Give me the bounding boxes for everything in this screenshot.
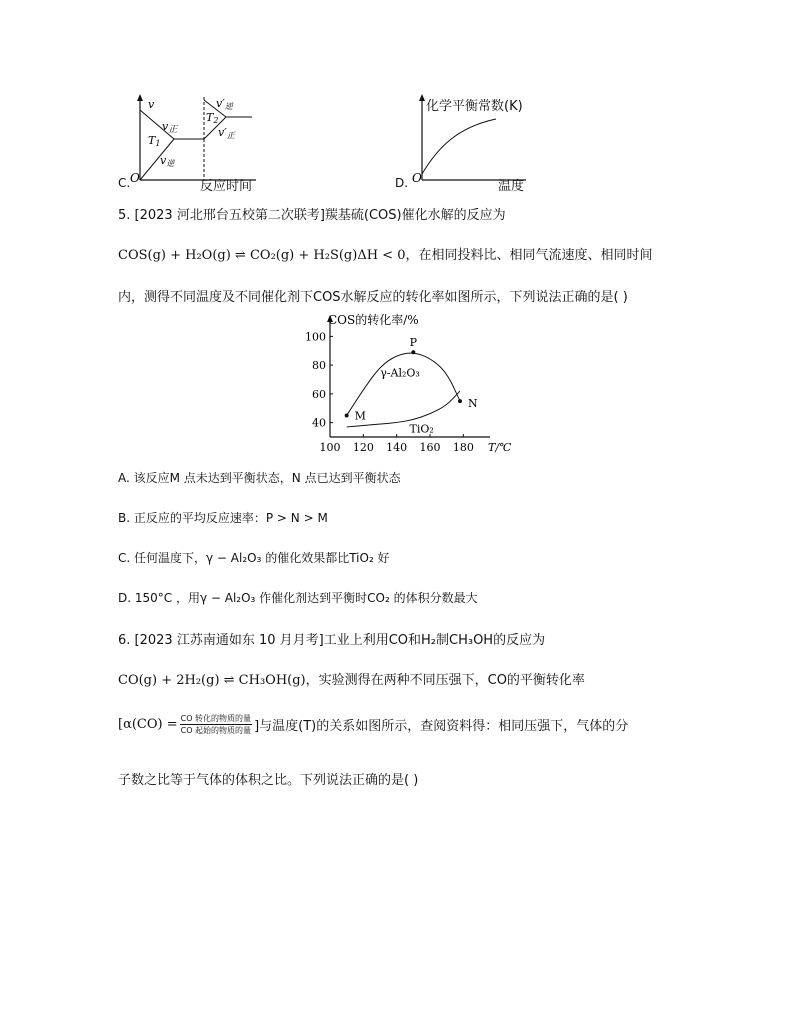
x-axis-label: T/℃ [488,441,512,454]
option-c-letter: C. [118,176,131,190]
point-M [345,413,349,417]
v-axis-label: v [148,98,155,111]
y-axis-label: COS的转化率/% [328,313,419,327]
q6-header: 6. [2023 江苏南通如东 10 月月考]工业上利用CO和H₂制CH₃OH的反应为 [118,633,546,648]
q6-equation: CO(g) + 2H₂(g) ⇌ CH₃OH(g) [118,673,306,688]
y-tick-label: 60 [312,387,326,401]
series-line-0 [347,353,460,415]
svg-text:T1: T1 [148,134,161,148]
x-tick-label: 140 [386,441,408,454]
q5-option-b: B. 正反应的平均反应速率：P > N > M [118,511,328,525]
q5-line2: 内，测得不同温度及不同催化剂下COS水解反应的转化率如图所示，下列说法正确的是( ) [118,290,628,305]
x-tick-label: 100 [319,441,341,454]
cos-conversion-chart [300,312,512,462]
origin-label-d: O [412,171,422,185]
series-label-0: γ-Al₂O₃ [380,366,420,380]
q5-line1: COS(g) + H₂O(g) ⇌ CO₂(g) + H₂S(g)ΔH < 0，在相同投料比、相同气流速度、相同时间 [118,248,653,263]
point-label-P: P [409,336,418,350]
q6-fraction-numerator: CO 转化的物质的量 [180,714,252,723]
point-label-N: N [468,397,478,411]
q6-fraction [180,713,252,736]
svg-text:v逆: v逆 [160,154,175,168]
x-tick-label: 160 [419,441,441,454]
y-tick-label: 100 [305,330,326,344]
point-N [458,399,462,403]
y-tick-label: 40 [312,416,326,430]
figure-d-ylabel: 化学平衡常数(K) [426,99,523,114]
q6-line3: 子数之比等于气体的体积之比。下列说法正确的是( ) [118,773,419,788]
figure-d-xlabel: 温度 [498,179,525,194]
svg-text:v正: v正 [162,120,178,135]
series-label-1: TiO₂ [409,422,434,436]
q5-option-c: C. 任何温度下，γ − Al₂O₃ 的催化效果都比TiO₂ 好 [118,551,390,565]
q5-option-a: A. 该反应M 点未达到平衡状态，N 点已达到平衡状态 [118,471,401,485]
svg-text:T2: T2 [206,111,219,125]
option-d-letter: D. [395,176,409,190]
svg-text:v′正: v′正 [218,126,235,140]
svg-text:v′逆: v′逆 [216,97,233,111]
x-tick-label: 180 [452,441,474,454]
x-tick-label: 120 [352,441,374,454]
q6-line2: [α(CO) = CO 转化的物质的量 CO 起始的物质的量 ]与温度(T)的关系如图所示，查阅资料得：相同压强下，气体的分 [118,714,629,735]
origin-label: O [130,171,140,185]
q6-alpha: [α(CO) = [118,717,178,732]
q6-line1: CO(g) + 2H₂(g) ⇌ CH₃OH(g)，实验测得在两种不同压强下，CO的平衡转化率 [118,673,585,688]
figure-c-xlabel: 反应时间 [200,179,253,194]
y-tick-label: 80 [312,359,326,373]
q5-equation: COS(g) + H₂O(g) ⇌ CO₂(g) + H₂S(g)ΔH < 0 [118,248,406,263]
point-label-M: M [354,409,366,423]
q5-header: 5. [2023 河北邢台五校第二次联考]羰基硫(COS)催化水解的反应为 [118,208,506,223]
point-P [411,350,415,354]
q6-fraction-denominator: CO 起始的物质的量 [180,726,252,735]
q5-option-d: D. 150°C ，用γ − Al₂O₃ 作催化剂达到平衡时CO₂ 的体积分数最大 [118,591,478,605]
